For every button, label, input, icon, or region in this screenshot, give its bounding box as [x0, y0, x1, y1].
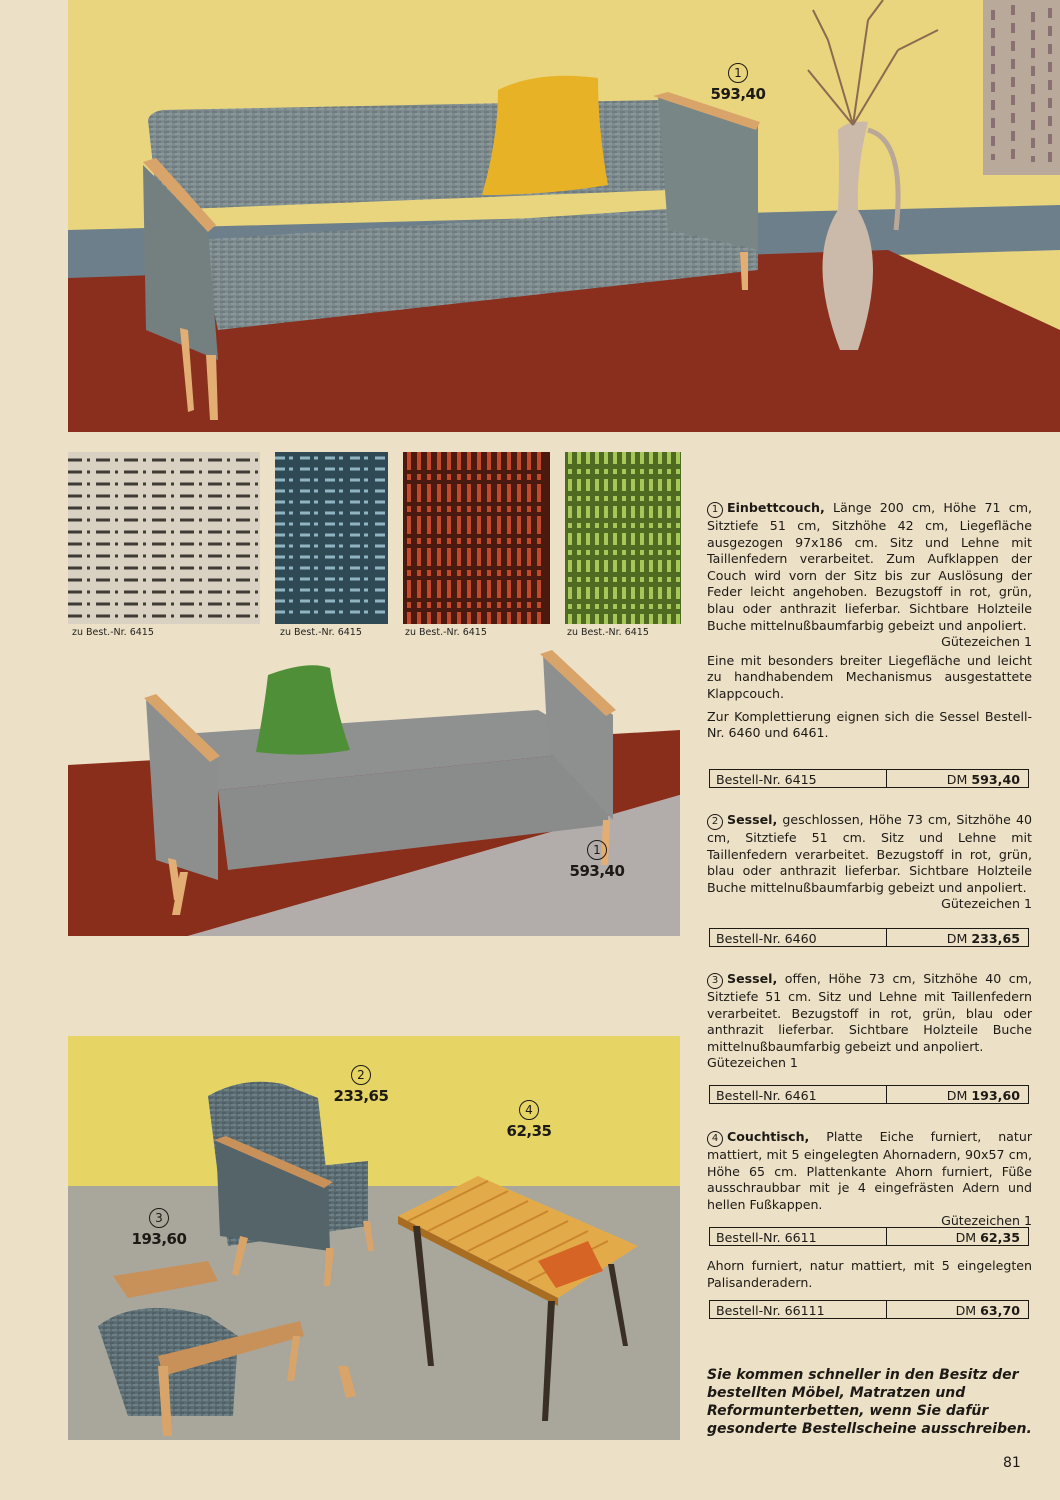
- price-label: 62,35: [506, 1122, 552, 1140]
- price-value: 63,70: [980, 1303, 1020, 1318]
- price-label: 593,40: [710, 85, 766, 103]
- swatch-anthracite-texture: [68, 452, 260, 624]
- order-number: Bestell-Nr. 6611: [710, 1228, 887, 1245]
- open-couch-price-marker: [562, 840, 632, 880]
- price-value: 593,40: [971, 772, 1020, 787]
- order-price: [887, 1228, 1028, 1245]
- currency: DM: [946, 1088, 968, 1103]
- order-box-6461: [709, 1085, 1029, 1104]
- currency: DM: [946, 772, 968, 787]
- price-label: 193,60: [131, 1230, 187, 1248]
- wall: [68, 1036, 680, 1186]
- item-number-circle: 4: [519, 1100, 539, 1120]
- item-name: Couchtisch,: [727, 1129, 810, 1144]
- price-value: 193,60: [971, 1088, 1020, 1103]
- top-couch-drawing: [68, 0, 1060, 432]
- swatch-red-texture: [403, 452, 550, 624]
- order-box-6460: [709, 928, 1029, 947]
- currency: DM: [955, 1303, 977, 1318]
- order-number: Bestell-Nr. 6460: [710, 929, 887, 946]
- top-couch-price-marker: [703, 63, 773, 103]
- item-number-circle: 1: [728, 63, 748, 83]
- item-name: Sessel,: [727, 812, 778, 827]
- table4-price-marker: [494, 1100, 564, 1140]
- quality-mark: Gütezeichen 1: [941, 1213, 1032, 1229]
- swatch-caption: zu Best.-Nr. 6415: [72, 627, 154, 638]
- item-body: Platte Eiche furniert, natur mattiert, mit 5 eingelegten Ahornadern, 90x57 cm, Höhe 65 cm. Plattenkante Ahorn furniert, Füße ausschraubbar mit je 4 eingefrästen Adern und hellen Fußkappen.: [707, 1129, 1032, 1212]
- open-couch-drawing: [68, 640, 680, 936]
- price-value: 233,65: [971, 931, 1020, 946]
- chair2-price-marker: [326, 1065, 396, 1105]
- item-1-description: [707, 500, 1032, 742]
- currency: DM: [955, 1230, 977, 1245]
- item-number-circle: 4: [707, 1131, 723, 1147]
- item-4-description: [707, 1129, 1032, 1230]
- item-name: Sessel,: [727, 971, 778, 986]
- swatch-blue-texture: [275, 452, 388, 624]
- page-number: 81: [1003, 1455, 1021, 1471]
- quality-mark: Gütezeichen 1: [707, 1055, 798, 1071]
- order-number: Bestell-Nr. 66111: [710, 1301, 887, 1318]
- order-hint-note: Sie kommen schneller in den Besitz der bestellten Möbel, Matratzen und Reformunterbetten, wenn Sie dafür gesonderte Bestellscheine ausschreiben.: [707, 1367, 1032, 1437]
- order-price: [887, 770, 1028, 787]
- fabric-swatch-2: [275, 452, 388, 624]
- order-number: Bestell-Nr. 6415: [710, 770, 887, 787]
- price-label: 593,40: [569, 862, 625, 880]
- price-label: 233,65: [333, 1087, 389, 1105]
- item-1-extra-text-2: Zur Komplettierung eignen sich die Sessel Bestell-Nr. 6460 und 6461.: [707, 708, 1032, 741]
- swatch-green-texture: [565, 452, 681, 624]
- price-value: 62,35: [980, 1230, 1020, 1245]
- order-number: Bestell-Nr. 6461: [710, 1086, 887, 1103]
- swatch-caption: zu Best.-Nr. 6415: [567, 627, 649, 638]
- order-price: [887, 1086, 1028, 1103]
- fabric-swatch-1: [68, 452, 260, 624]
- item-number-circle: 3: [707, 973, 723, 989]
- fabric-swatch-3: [403, 452, 550, 624]
- order-box-6415: [709, 769, 1029, 788]
- item-name: Einbettcouch,: [727, 500, 825, 515]
- item-body: Länge 200 cm, Höhe 71 cm, Sitztiefe 51 cm, Sitzhöhe 42 cm, Liegefläche ausgezogen 97x186 cm. Sitz und Lehne mit Taillenfedern verarbeitet. Zum Aufklappen der Couch wird vorn der Sitz bis zur Auslösung der Feder leicht angehoben. Bezugstoff in rot, grün, blau oder anthrazit lieferbar. Sichtbare Holzteile Buche mittelnußbaumfarbig gebeizt und anpoliert.: [707, 500, 1032, 633]
- fabric-swatch-4: [565, 452, 681, 624]
- item-4-variant-text: Ahorn furniert, natur mattiert, mit 5 eingelegten Palisanderadern.: [707, 1258, 1032, 1290]
- item-number-circle: 1: [707, 502, 723, 518]
- item-number-circle: 1: [587, 840, 607, 860]
- order-box-66111: [709, 1300, 1029, 1319]
- item-number-circle: 2: [707, 814, 723, 830]
- item-2-description: [707, 812, 1032, 913]
- top-couch-illustration: [68, 0, 1060, 432]
- currency: DM: [946, 931, 968, 946]
- swatch-caption: zu Best.-Nr. 6415: [280, 627, 362, 638]
- order-price: [887, 929, 1028, 946]
- chair3-price-marker: [124, 1208, 194, 1248]
- item-body: offen, Höhe 73 cm, Sitzhöhe 40 cm, Sitztiefe 51 cm. Sitz und Lehne mit Taillenfedern verarbeitet. Bezugstoff in rot, grün, blau oder anthrazit lieferbar. Sichtbare Holzteile Buche mittelnußbaumfarbig gebeizt und anpoliert.: [707, 971, 1032, 1054]
- swatch-caption: zu Best.-Nr. 6415: [405, 627, 487, 638]
- item-1-extra-text: Eine mit besonders breiter Liegefläche und leicht zu handhabendem Mechanismus ausgestattete Klappcouch.: [707, 652, 1032, 701]
- item-number-circle: 3: [149, 1208, 169, 1228]
- quality-mark: Gütezeichen 1: [941, 896, 1032, 912]
- order-price: [887, 1301, 1028, 1318]
- item-3-description: [707, 971, 1032, 1072]
- quality-mark: Gütezeichen 1: [941, 634, 1032, 650]
- order-box-6611: [709, 1227, 1029, 1246]
- item-body: geschlossen, Höhe 73 cm, Sitzhöhe 40 cm, Sitztiefe 51 cm. Sitz und Lehne mit Taillenfedern verarbeitet. Bezugstoff in rot, grün, blau oder anthrazit lieferbar. Sichtbare Holzteile Buche mittelnußbaumfarbig gebeizt und anpoliert.: [707, 812, 1032, 895]
- yellow-pillow: [482, 76, 608, 195]
- item-number-circle: 2: [351, 1065, 371, 1085]
- open-couch-illustration: [68, 640, 680, 936]
